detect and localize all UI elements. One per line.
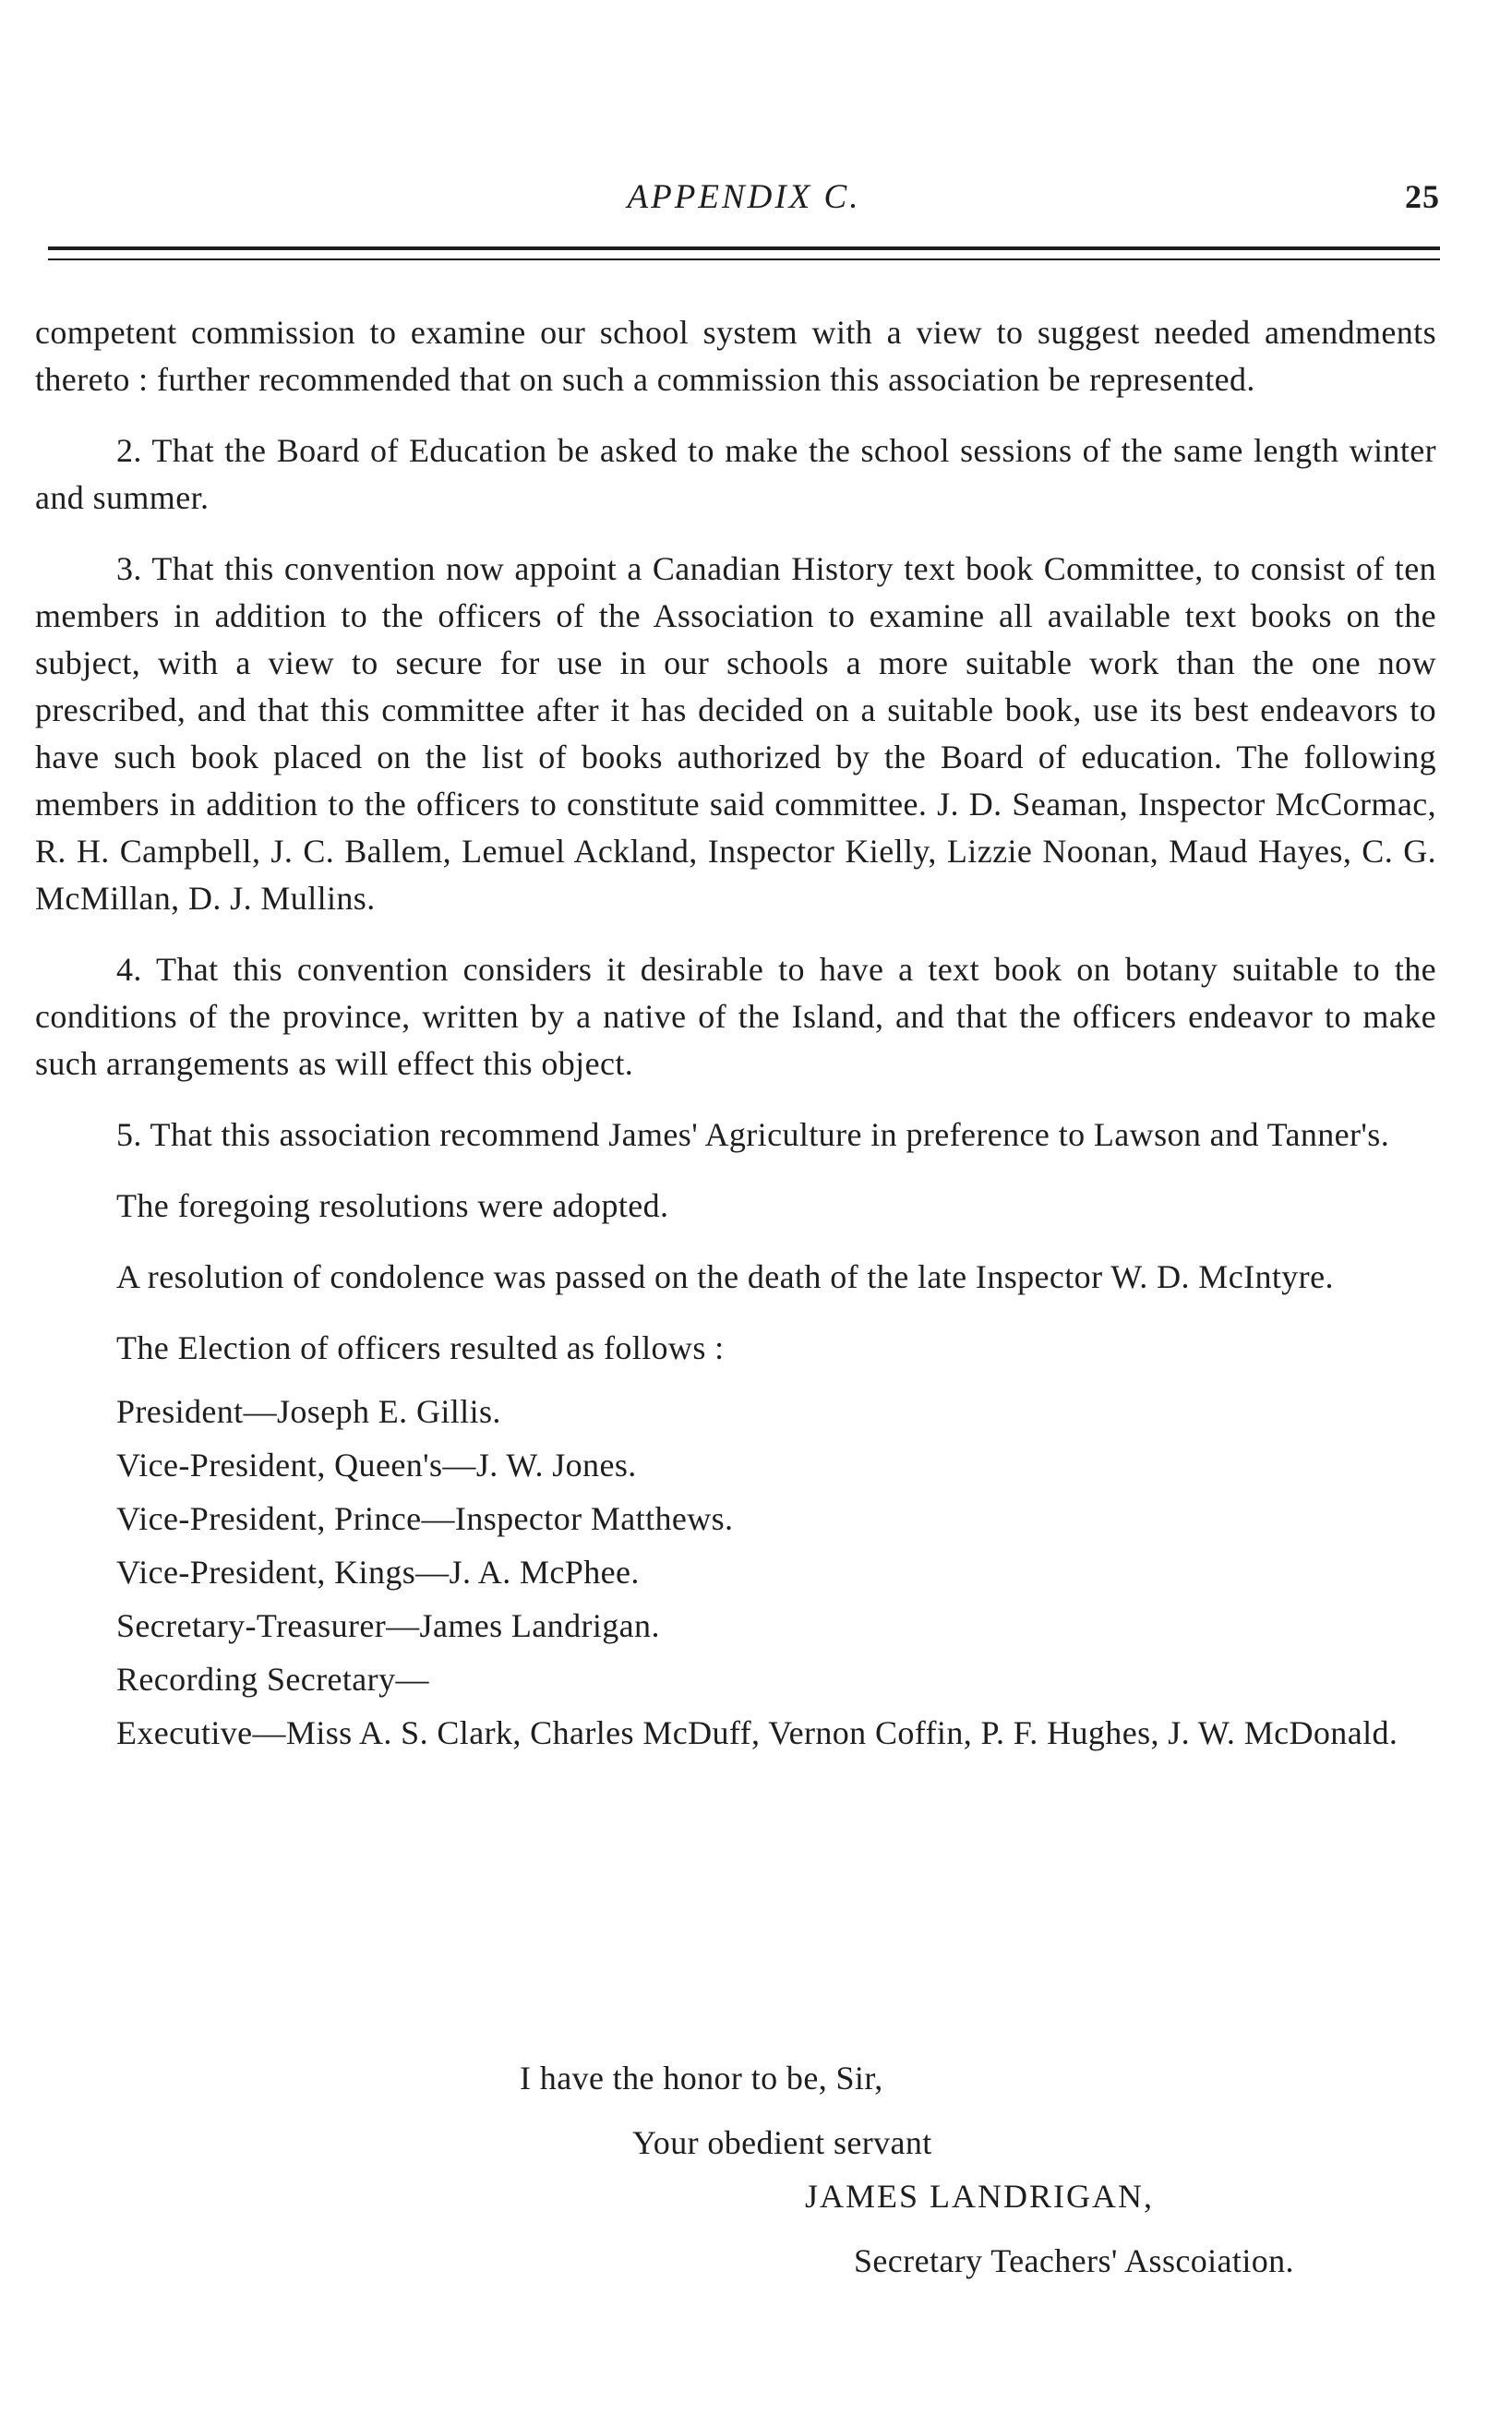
resolution-4: 4. That this convention considers it desirable to have a text book on botany suitable to the conditions of the province, written by a native of the Island, and that the officers endeavor to make such arrangements as will effect this object. [35,951,1436,1082]
header-rule-thick [48,246,1440,250]
officer-vp-kings: Vice-President, Kings—J. A. McPhee. [116,1554,640,1591]
header-rule-thin [48,258,1440,260]
signature-title: Secretary Teachers' Asscoiation. [854,2242,1294,2279]
closing-salutation: I have the honor to be, Sir, [520,2060,883,2097]
officer-vp-queens: Vice-President, Queen's—J. W. Jones. [116,1447,637,1484]
officers-list [35,1385,1436,1757]
resolution-5: 5. That this association recommend James' Agriculture in preference to Lawson and Tanner's. [116,1116,1390,1153]
resolution-2: 2. That the Board of Education be asked to make the school sessions of the same length winter and summer. [35,432,1436,516]
officer-president: President—Joseph E. Gillis. [116,1393,501,1430]
body-text [35,309,1436,1757]
running-title: APPENDIX C. [627,178,861,216]
closing-servant: Your obedient servant [632,2124,932,2161]
paragraph-adopted: The foregoing resolutions were adopted. [116,1187,669,1224]
paragraph-intro: competent commission to examine our school system with a view to suggest needed amendments thereto : further recommended that on such a commission this association be represented. [35,314,1436,398]
paragraph-condolence: A resolution of condolence was passed on the death of the late Inspector W. D. McIntyre. [116,1258,1334,1295]
page-header [48,177,1440,233]
officer-secretary-treasurer: Secretary-Treasurer—James Landrigan. [116,1607,660,1644]
page-number: 25 [1405,178,1440,215]
paragraph-election: The Election of officers resulted as follows : [116,1329,725,1366]
officer-recording-secretary: Recording Secretary— [116,1661,429,1698]
resolution-3: 3. That this convention now appoint a Canadian History text book Committee, to consist of ten members in addition to the officers of the Association to examine all available text books on the subject, with a view to secure for use in our schools a more suitable work than the one now prescribed, and that this committee after it has decided on a suitable book, use its best endeavors to have such book placed on the list of books authorized by the Board of education. The following members in addition to the officers to constitute said committee. J. D. Seaman, Inspector McCormac, R. H. Campbell, J. C. Ballem, Lemuel Ackland, Inspector Kielly, Lizzie Noonan, Maud Hayes, C. G. McMillan, D. J. Mullins. [35,550,1436,917]
officer-vp-prince: Vice-President, Prince—Inspector Matthews. [116,1500,734,1537]
officer-executive: Executive—Miss A. S. Clark, Charles McDuff, Vernon Coffin, P. F. Hughes, J. W. McDonald. [116,1714,1398,1751]
signature-name: JAMES LANDRIGAN, [805,2178,1155,2215]
